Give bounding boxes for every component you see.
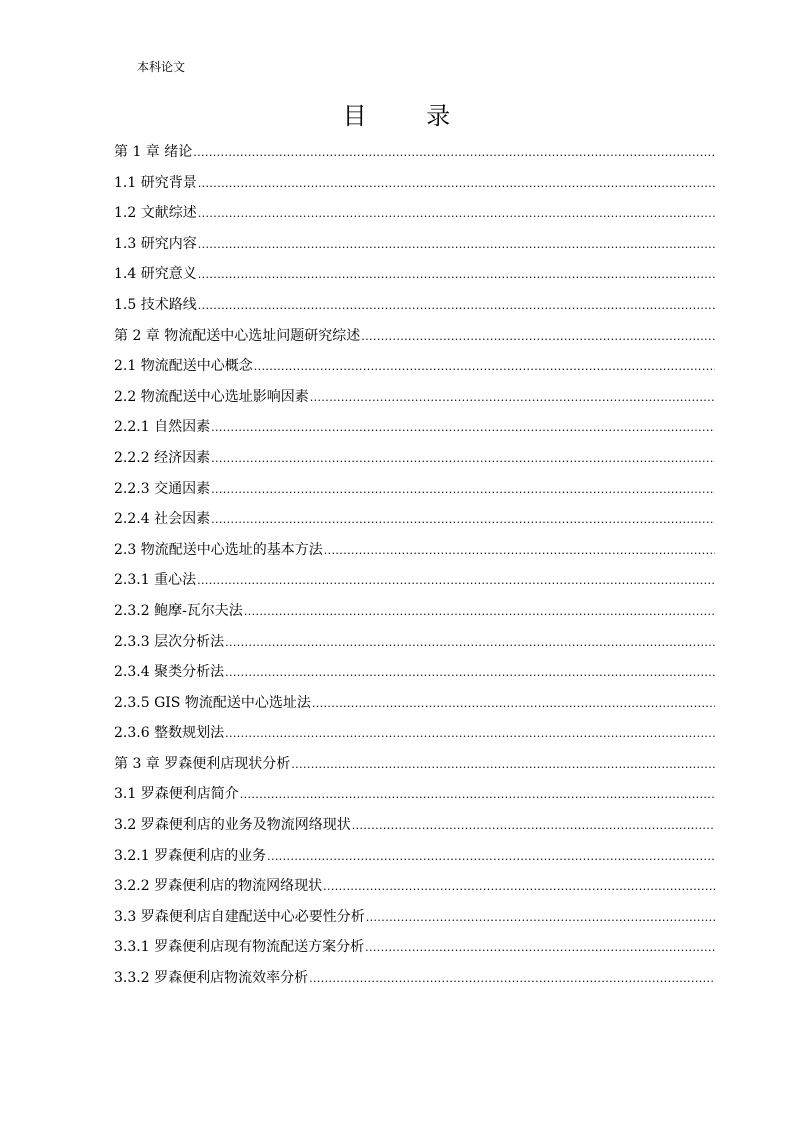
toc-entry-text: 3.3.1 罗森便利店现有物流配送方案分析 [114, 939, 365, 956]
table-of-contents [114, 141, 715, 998]
toc-entry[interactable] [114, 631, 715, 662]
toc-entry[interactable] [114, 845, 715, 876]
toc-entry[interactable] [114, 508, 715, 539]
toc-entry-text: 3.2.2 罗森便利店的物流网络现状 [114, 878, 323, 895]
toc-entry[interactable] [114, 447, 715, 478]
toc-entry[interactable] [114, 202, 715, 233]
toc-entry[interactable] [114, 661, 715, 692]
toc-leader-dots [225, 723, 715, 745]
toc-entry-text: 3.2 罗森便利店的业务及物流网络现状 [114, 817, 351, 834]
toc-leader-dots [225, 662, 715, 684]
toc-leader-dots [198, 234, 715, 256]
toc-title: 目 录 [342, 102, 477, 130]
toc-leader-dots [225, 632, 715, 654]
toc-entry-text: 3.1 罗森便利店简介 [114, 786, 239, 803]
toc-leader-dots [254, 356, 715, 378]
toc-entry[interactable] [114, 539, 715, 570]
toc-leader-dots [193, 142, 715, 164]
toc-entry[interactable] [114, 325, 715, 356]
toc-entry-text: 1.1 研究背景 [114, 174, 197, 191]
toc-leader-dots [352, 815, 715, 837]
toc-entry[interactable] [114, 906, 715, 937]
toc-leader-dots [323, 876, 715, 898]
toc-entry[interactable] [114, 141, 715, 172]
toc-leader-dots [198, 295, 715, 317]
toc-entry-text: 1.3 研究内容 [114, 235, 197, 252]
document-header-label: 本科论文 [137, 60, 186, 74]
toc-leader-dots [244, 601, 715, 623]
toc-leader-dots [309, 968, 715, 990]
toc-entry[interactable] [114, 233, 715, 264]
toc-leader-dots [267, 846, 715, 868]
toc-entry[interactable] [114, 814, 715, 845]
toc-entry[interactable] [114, 783, 715, 814]
toc-entry[interactable] [114, 753, 715, 784]
toc-leader-dots [365, 937, 715, 959]
toc-entry[interactable] [114, 263, 715, 294]
toc-leader-dots [211, 417, 715, 439]
toc-entry[interactable] [114, 386, 715, 417]
toc-entry-text: 2.2.3 交通因素 [114, 480, 211, 497]
toc-entry-text: 2.3.3 层次分析法 [114, 633, 225, 650]
toc-entry[interactable] [114, 600, 715, 631]
toc-leader-dots [240, 784, 715, 806]
toc-entry[interactable] [114, 478, 715, 509]
toc-entry-text: 2.3.6 整数规划法 [114, 725, 225, 742]
toc-entry[interactable] [114, 692, 715, 723]
toc-leader-dots [198, 173, 715, 195]
toc-entry-text: 2.2.1 自然因素 [114, 419, 211, 436]
toc-entry-text: 2.3.1 重心法 [114, 572, 197, 589]
toc-entry[interactable] [114, 967, 715, 998]
toc-entry[interactable] [114, 569, 715, 600]
toc-entry-text: 3.3 罗森便利店自建配送中心必要性分析 [114, 908, 365, 925]
toc-entry-text: 2.2 物流配送中心选址影响因素 [114, 388, 309, 405]
toc-entry-text: 1.2 文献综述 [114, 205, 197, 222]
toc-entry-text: 2.3 物流配送中心选址的基本方法 [114, 541, 323, 558]
toc-entry-text: 2.3.4 聚类分析法 [114, 664, 225, 681]
toc-entry[interactable] [114, 355, 715, 386]
toc-leader-dots [211, 509, 715, 531]
toc-leader-dots [310, 387, 715, 409]
toc-entry-text: 2.3.2 鲍摩-瓦尔夫法 [114, 602, 243, 619]
toc-leader-dots [211, 448, 715, 470]
toc-entry-text: 第 2 章 物流配送中心选址问题研究综述 [114, 327, 361, 344]
toc-leader-dots [198, 264, 715, 286]
toc-leader-dots [324, 540, 715, 562]
toc-entry[interactable] [114, 172, 715, 203]
toc-entry-text: 3.3.2 罗森便利店物流效率分析 [114, 970, 309, 987]
toc-entry[interactable] [114, 722, 715, 753]
toc-entry-text: 3.2.1 罗森便利店的业务 [114, 847, 267, 864]
toc-entry-text: 1.4 研究意义 [114, 266, 197, 283]
toc-entry[interactable] [114, 936, 715, 967]
toc-entry-text: 2.2.2 经济因素 [114, 449, 211, 466]
toc-entry-text: 1.5 技术路线 [114, 296, 197, 313]
toc-entry-text: 第 1 章 绪论 [114, 144, 193, 160]
toc-leader-dots [291, 754, 715, 776]
toc-leader-dots [211, 479, 715, 501]
toc-entry[interactable] [114, 416, 715, 447]
toc-leader-dots [197, 570, 715, 592]
toc-entry-text: 2.1 物流配送中心概念 [114, 358, 253, 375]
toc-leader-dots [312, 693, 715, 715]
toc-leader-dots [366, 907, 715, 929]
toc-entry[interactable] [114, 875, 715, 906]
toc-entry[interactable] [114, 294, 715, 325]
toc-entry-text: 2.2.4 社会因素 [114, 511, 211, 528]
toc-leader-dots [361, 326, 715, 348]
toc-entry-text: 第 3 章 罗森便利店现状分析 [114, 755, 291, 772]
toc-leader-dots [198, 203, 715, 225]
toc-entry-text: 2.3.5 GIS 物流配送中心选址法 [114, 694, 311, 711]
